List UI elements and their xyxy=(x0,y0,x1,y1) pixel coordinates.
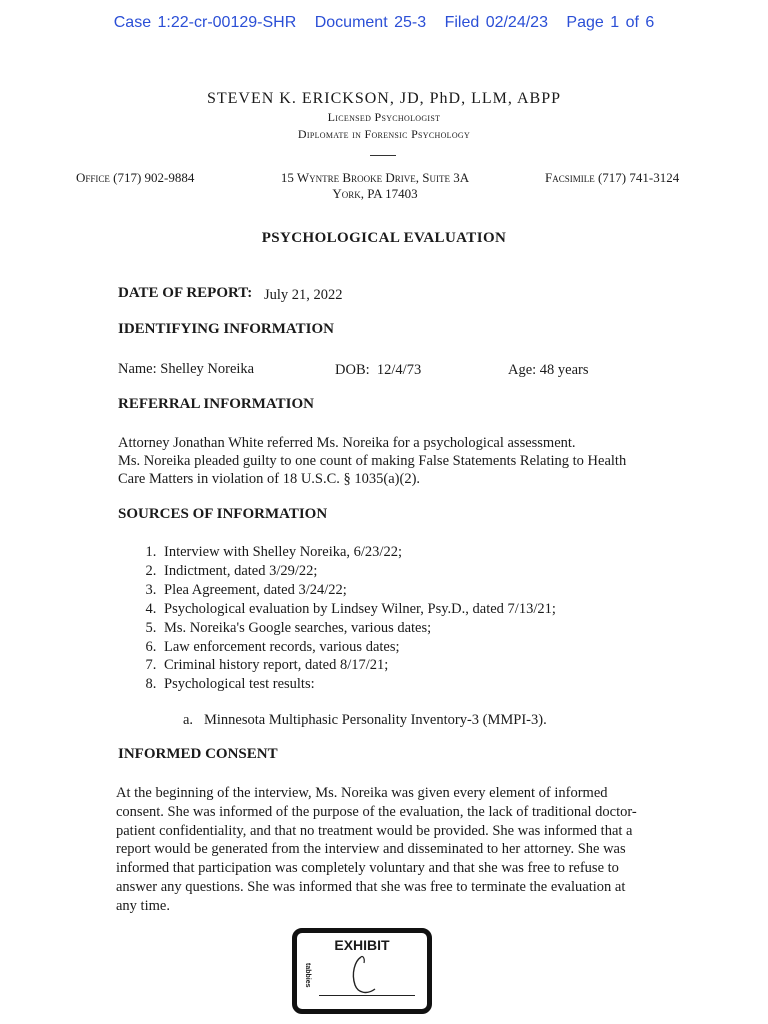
consent-line: any time. xyxy=(116,897,170,914)
subject-age: Age: 48 years xyxy=(508,362,589,378)
address-line-1: 15 Wyntre Brooke Drive, Suite 3A xyxy=(280,170,470,185)
consent-heading: INFORMED CONSENT xyxy=(118,746,278,762)
letterhead-divider xyxy=(370,155,396,156)
sources-list xyxy=(118,543,556,694)
page-number: Page 1 of 6 xyxy=(566,14,655,31)
exhibit-sticker xyxy=(292,928,432,1014)
source-item: 6. Law enforcement records, various dates; xyxy=(160,638,556,657)
consent-line: patient confidentiality, and that no treatment would be provided. She was informed that a xyxy=(116,822,633,839)
exhibit-signature-line xyxy=(319,995,415,996)
court-filing-header xyxy=(0,14,768,32)
subject-dob: DOB: 12/4/73 xyxy=(335,362,422,378)
source-item: 5. Ms. Noreika's Google searches, various dates; xyxy=(160,619,556,638)
source-item: 1. Interview with Shelley Noreika, 6/23/22; xyxy=(160,543,556,562)
fax-number: Facsimile (717) 741-3124 xyxy=(545,170,680,185)
source-item: 7. Criminal history report, dated 8/17/21; xyxy=(160,656,556,675)
exhibit-letter-c xyxy=(341,953,391,997)
case-number: Case 1:22-cr-00129-SHR xyxy=(113,14,297,31)
consent-line: informed that participation was completely voluntary and that she was free to refuse to xyxy=(116,860,619,877)
consent-paragraph xyxy=(116,784,656,916)
sources-heading: SOURCES OF INFORMATION xyxy=(118,506,328,522)
office-phone: Office (717) 902-9884 xyxy=(76,170,195,185)
source-item: 2. Indictment, dated 3/29/22; xyxy=(160,562,556,581)
source-subitem: Minnesota Multiphasic Personality Inventory-3 (MMPI-3). xyxy=(204,712,547,728)
letterhead-license: Licensed Psychologist xyxy=(327,110,441,124)
document-title: PSYCHOLOGICAL EVALUATION xyxy=(261,230,507,246)
filed-date: Filed 02/24/23 xyxy=(444,14,548,31)
exhibit-brand: tabbies xyxy=(304,963,311,988)
source-item: 3. Plea Agreement, dated 3/24/22; xyxy=(160,581,556,600)
address-line-2: York, PA 17403 xyxy=(332,186,418,201)
subject-name: Name: Shelley Noreika xyxy=(118,361,255,377)
office-address xyxy=(250,170,500,202)
referral-line: Ms. Noreika pleaded guilty to one count of making False Statements Relating to Health xyxy=(118,453,627,469)
identifying-heading: IDENTIFYING INFORMATION xyxy=(118,321,334,337)
source-subitem-marker: a. xyxy=(183,712,194,728)
referral-text xyxy=(118,434,678,488)
source-item: 8. Psychological test results: xyxy=(160,675,556,694)
referral-line: Care Matters in violation of 18 U.S.C. § 1035(a)(2). xyxy=(118,471,421,487)
consent-line: At the beginning of the interview, Ms. Noreika was given every element of informed xyxy=(116,785,608,801)
exhibit-label: EXHIBIT xyxy=(334,937,390,953)
consent-line: report would be generated from the interview and disseminated to her attorney. She was xyxy=(116,841,626,858)
document-number: Document 25-3 xyxy=(314,14,427,31)
report-date-label: DATE OF REPORT: xyxy=(118,285,253,301)
consent-line: consent. She was informed of the purpose of the evaluation, the lack of traditional doctor- xyxy=(116,803,637,820)
report-date-value: July 21, 2022 xyxy=(264,287,343,303)
letterhead-diplomate: Diplomate in Forensic Psychology xyxy=(297,127,471,141)
referral-line: Attorney Jonathan White referred Ms. Noreika for a psychological assessment. xyxy=(118,435,576,451)
consent-line: answer any questions. She was informed that she was free to terminate the evaluation at xyxy=(116,878,626,895)
source-item: 4. Psychological evaluation by Lindsey Wilner, Psy.D., dated 7/13/21; xyxy=(160,600,556,619)
letterhead-name: STEVEN K. ERICKSON, JD, PhD, LLM, ABPP xyxy=(206,90,562,107)
referral-heading: REFERRAL INFORMATION xyxy=(118,396,314,412)
